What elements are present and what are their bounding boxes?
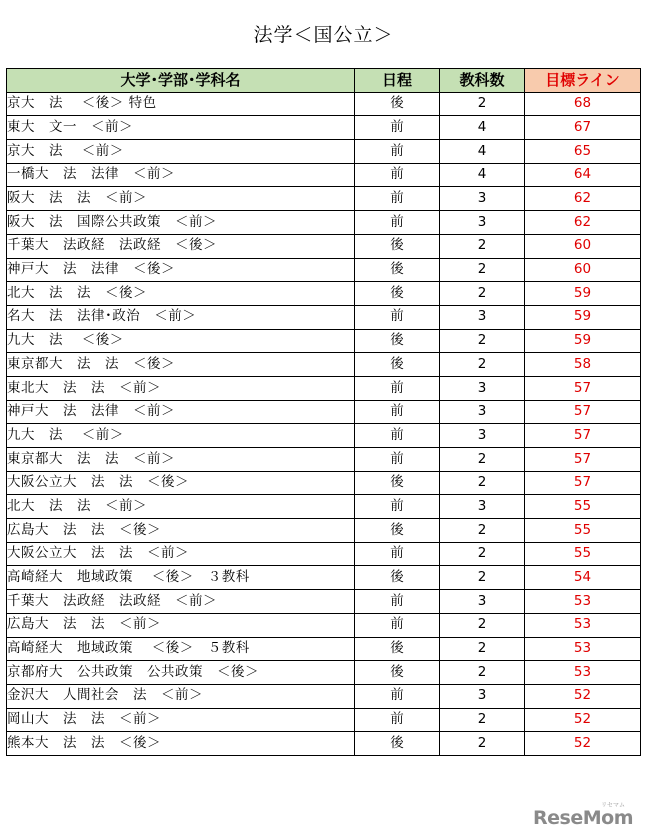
subjects-cell: 2 <box>440 661 525 685</box>
target-line-cell: 55 <box>525 519 641 543</box>
table-row <box>7 163 641 187</box>
schedule-cell: 前 <box>355 116 440 140</box>
subjects-cell: 2 <box>440 637 525 661</box>
schedule-cell: 後 <box>355 329 440 353</box>
table-row <box>7 234 641 258</box>
subjects-cell: 3 <box>440 211 525 235</box>
target-line-cell: 60 <box>525 234 641 258</box>
university-cell: 阪大 法 法 ＜前＞ <box>7 187 355 211</box>
schedule-cell: 前 <box>355 542 440 566</box>
schedule-cell: 後 <box>355 258 440 282</box>
schedule-cell: 後 <box>355 566 440 590</box>
table-row <box>7 495 641 519</box>
header-schedule: 日程 <box>355 69 440 93</box>
schedule-cell: 後 <box>355 234 440 258</box>
target-line-cell: 52 <box>525 732 641 756</box>
table-row <box>7 282 641 306</box>
university-cell: 東京都大 法 法 ＜後＞ <box>7 353 355 377</box>
subjects-cell: 2 <box>440 92 525 116</box>
subjects-cell: 2 <box>440 519 525 543</box>
subjects-cell: 2 <box>440 353 525 377</box>
schedule-cell: 前 <box>355 708 440 732</box>
target-line-cell: 57 <box>525 471 641 495</box>
schedule-cell: 後 <box>355 282 440 306</box>
table-row <box>7 187 641 211</box>
university-cell: 北大 法 法 ＜後＞ <box>7 282 355 306</box>
table-body <box>7 92 641 755</box>
target-line-cell: 67 <box>525 116 641 140</box>
table-row <box>7 613 641 637</box>
table-row <box>7 140 641 164</box>
schedule-cell: 後 <box>355 519 440 543</box>
table-row <box>7 566 641 590</box>
target-line-cell: 53 <box>525 637 641 661</box>
university-cell: 神戸大 法 法律 ＜前＞ <box>7 400 355 424</box>
target-line-cell: 55 <box>525 495 641 519</box>
target-line-cell: 55 <box>525 542 641 566</box>
schedule-cell: 前 <box>355 590 440 614</box>
table-row <box>7 519 641 543</box>
schedule-cell: 前 <box>355 684 440 708</box>
table-row <box>7 684 641 708</box>
schedule-cell: 後 <box>355 661 440 685</box>
university-cell: 北大 法 法 ＜前＞ <box>7 495 355 519</box>
subjects-cell: 2 <box>440 613 525 637</box>
target-line-cell: 52 <box>525 684 641 708</box>
target-line-cell: 62 <box>525 187 641 211</box>
target-line-cell: 60 <box>525 258 641 282</box>
target-line-cell: 54 <box>525 566 641 590</box>
schedule-cell: 前 <box>355 495 440 519</box>
subjects-cell: 2 <box>440 542 525 566</box>
subjects-cell: 3 <box>440 376 525 400</box>
university-cell: 神戸大 法 法律 ＜後＞ <box>7 258 355 282</box>
university-cell: 広島大 法 法 ＜前＞ <box>7 613 355 637</box>
page-title: 法学＜国公立＞ <box>253 24 394 46</box>
table-row <box>7 637 641 661</box>
target-line-cell: 68 <box>525 92 641 116</box>
target-line-cell: 57 <box>525 424 641 448</box>
subjects-cell: 2 <box>440 566 525 590</box>
schedule-cell: 前 <box>355 163 440 187</box>
university-cell: 大阪公立大 法 法 ＜後＞ <box>7 471 355 495</box>
target-line-cell: 65 <box>525 140 641 164</box>
subjects-cell: 2 <box>440 258 525 282</box>
target-line-cell: 53 <box>525 613 641 637</box>
schedule-cell: 後 <box>355 732 440 756</box>
table-row <box>7 732 641 756</box>
subjects-cell: 2 <box>440 732 525 756</box>
subjects-cell: 4 <box>440 140 525 164</box>
university-cell: 東大 文一 ＜前＞ <box>7 116 355 140</box>
target-line-cell: 57 <box>525 400 641 424</box>
table-row <box>7 448 641 472</box>
target-line-cell: 53 <box>525 590 641 614</box>
subjects-cell: 3 <box>440 187 525 211</box>
university-cell: 熊本大 法 法 ＜後＞ <box>7 732 355 756</box>
table-row <box>7 211 641 235</box>
university-cell: 阪大 法 国際公共政策 ＜前＞ <box>7 211 355 235</box>
subjects-cell: 2 <box>440 234 525 258</box>
university-cell: 京都府大 公共政策 公共政策 ＜後＞ <box>7 661 355 685</box>
subjects-cell: 3 <box>440 424 525 448</box>
table-row <box>7 471 641 495</box>
target-line-cell: 57 <box>525 376 641 400</box>
subjects-cell: 3 <box>440 495 525 519</box>
subjects-cell: 2 <box>440 708 525 732</box>
university-cell: 広島大 法 法 ＜後＞ <box>7 519 355 543</box>
header-target-line: 目標ライン <box>525 69 641 93</box>
table-row <box>7 590 641 614</box>
target-line-cell: 59 <box>525 329 641 353</box>
university-cell: 京大 法 ＜前＞ <box>7 140 355 164</box>
target-line-cell: 59 <box>525 282 641 306</box>
university-cell: 一橋大 法 法律 ＜前＞ <box>7 163 355 187</box>
table-row <box>7 305 641 329</box>
university-cell: 高崎経大 地域政策 ＜後＞ ３教科 <box>7 566 355 590</box>
table-row <box>7 258 641 282</box>
schedule-cell: 後 <box>355 471 440 495</box>
subjects-cell: 4 <box>440 163 525 187</box>
schedule-cell: 後 <box>355 92 440 116</box>
subjects-cell: 2 <box>440 282 525 306</box>
university-cell: 京大 法 ＜後＞ 特色 <box>7 92 355 116</box>
subjects-cell: 4 <box>440 116 525 140</box>
table-row <box>7 92 641 116</box>
table-row <box>7 708 641 732</box>
schedule-cell: 前 <box>355 187 440 211</box>
target-line-cell: 58 <box>525 353 641 377</box>
table-row <box>7 376 641 400</box>
logo-text: ReseMom <box>533 807 633 829</box>
schedule-cell: 前 <box>355 424 440 448</box>
target-line-cell: 62 <box>525 211 641 235</box>
schedule-cell: 前 <box>355 400 440 424</box>
subjects-cell: 3 <box>440 305 525 329</box>
subjects-cell: 2 <box>440 448 525 472</box>
university-cell: 九大 法 ＜後＞ <box>7 329 355 353</box>
subjects-cell: 2 <box>440 471 525 495</box>
schedule-cell: 前 <box>355 448 440 472</box>
resemom-logo <box>533 802 633 829</box>
subjects-cell: 2 <box>440 329 525 353</box>
university-cell: 高崎経大 地域政策 ＜後＞ ５教科 <box>7 637 355 661</box>
target-line-cell: 57 <box>525 448 641 472</box>
university-cell: 九大 法 ＜前＞ <box>7 424 355 448</box>
header-subjects: 教科数 <box>440 69 525 93</box>
table-row <box>7 353 641 377</box>
table-row <box>7 329 641 353</box>
subjects-cell: 3 <box>440 590 525 614</box>
table-header-row <box>7 69 641 93</box>
university-cell: 金沢大 人間社会 法 ＜前＞ <box>7 684 355 708</box>
target-line-cell: 59 <box>525 305 641 329</box>
table-row <box>7 424 641 448</box>
table-row <box>7 400 641 424</box>
subjects-cell: 3 <box>440 684 525 708</box>
table-row <box>7 542 641 566</box>
schedule-cell: 前 <box>355 140 440 164</box>
university-cell: 千葉大 法政経 法政経 ＜前＞ <box>7 590 355 614</box>
university-cell: 名大 法 法律･政治 ＜前＞ <box>7 305 355 329</box>
schedule-cell: 前 <box>355 613 440 637</box>
university-cell: 東京都大 法 法 ＜前＞ <box>7 448 355 472</box>
table-row <box>7 116 641 140</box>
header-university: 大学･学部･学科名 <box>7 69 355 93</box>
university-cell: 千葉大 法政経 法政経 ＜後＞ <box>7 234 355 258</box>
university-cell: 東北大 法 法 ＜前＞ <box>7 376 355 400</box>
university-cell: 岡山大 法 法 ＜前＞ <box>7 708 355 732</box>
schedule-cell: 後 <box>355 353 440 377</box>
table-row <box>7 661 641 685</box>
target-line-cell: 52 <box>525 708 641 732</box>
schedule-cell: 後 <box>355 637 440 661</box>
ranking-table <box>6 68 641 756</box>
target-line-cell: 53 <box>525 661 641 685</box>
target-line-cell: 64 <box>525 163 641 187</box>
subjects-cell: 3 <box>440 400 525 424</box>
logo-ruby: リセマム <box>601 802 625 809</box>
university-cell: 大阪公立大 法 法 ＜前＞ <box>7 542 355 566</box>
schedule-cell: 前 <box>355 305 440 329</box>
schedule-cell: 前 <box>355 376 440 400</box>
schedule-cell: 前 <box>355 211 440 235</box>
